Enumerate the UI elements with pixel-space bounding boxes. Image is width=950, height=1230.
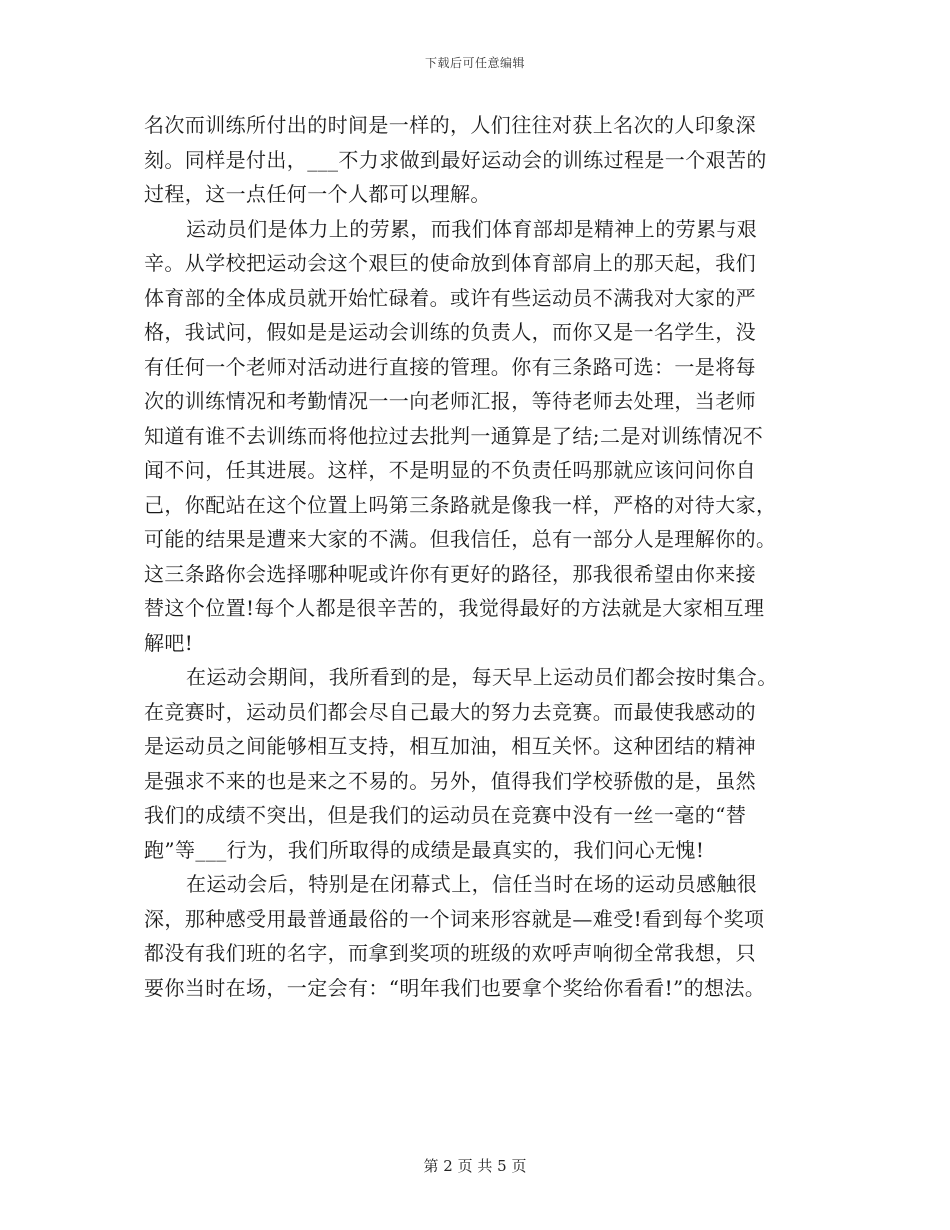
text-line: 在竞赛时，运动员们都会尽自己最大的努力去竞赛。而最使我感动的 xyxy=(144,699,756,724)
text-line: 体育部的全体成员就开始忙碌着。或许有些运动员不满我对大家的严 xyxy=(144,285,756,310)
text-line: 要你当时在场，一定会有：“明年我们也要拿个奖给你看看!”的想法。 xyxy=(144,975,766,1000)
paragraph-start-line: 运动员们是体力上的劳累，而我们体育部却是精神上的劳累与艰 xyxy=(186,216,758,241)
text-line: 辛。从学校把运动会这个艰巨的使命放到体育部肩上的那天起，我们 xyxy=(144,251,756,275)
body-text xyxy=(144,108,824,1005)
text-line: 己，你配站在这个位置上吗第三条路就是像我一样，严格的对待大家， xyxy=(144,492,777,517)
text-line: 我们的成绩不突出，但是我们的运动员在竞赛中没有一丝一毫的“替 xyxy=(144,803,747,827)
paragraph-start-line: 在运动会期间，我所看到的是，每天早上运动员们都会按时集合。 xyxy=(186,665,778,689)
paragraph-start-line: 在运动会后，特别是在闭幕式上，信任当时在场的运动员感触很 xyxy=(186,872,758,896)
text-line: 解吧! xyxy=(144,630,194,655)
text-line: 深，那种感受用最普通最俗的一个词来形容就是—难受!看到每个奖项 xyxy=(144,906,765,931)
text-line: 名次而训练所付出的时间是一样的，人们往往对获上名次的人印象深 xyxy=(144,113,756,137)
text-line: 可能的结果是遭来大家的不满。但我信任，总有一部分人是理解你的。 xyxy=(144,527,777,551)
text-line: 过程，这一点任何一个人都可以理解。 xyxy=(144,182,491,206)
text-line: 跑”等___行为，我们所取得的成绩是最真实的，我们问心无愧! xyxy=(144,837,705,862)
text-line: 格，我试问，假如是是运动会训练的负责人，而你又是一名学生，没 xyxy=(144,320,756,344)
text-line: 刻。同样是付出，___不力求做到最好运动会的训练过程是一个艰苦的 xyxy=(144,147,767,172)
text-line: 是运动员之间能够相互支持，相互加油，相互关怀。这种团结的精神 xyxy=(144,734,756,758)
page-number: 第 2 页 共 5 页 xyxy=(423,1157,527,1175)
text-line: 知道有谁不去训练而将他拉过去批判一通算是了结;二是对训练情况不 xyxy=(144,423,764,448)
text-line: 有任何一个老师对活动进行直接的管理。你有三条路可选：一是将每 xyxy=(144,354,756,379)
page-header-note: 下载后可任意编辑 xyxy=(424,56,525,70)
text-line: 是强求不来的也是来之不易的。另外，值得我们学校骄傲的是，虽然 xyxy=(144,768,756,793)
text-line: 次的训练情况和考勤情况一一向老师汇报，等待老师去处理，当老师 xyxy=(144,389,756,413)
text-line: 替这个位置!每个人都是很辛苦的，我觉得最好的方法就是大家相互理 xyxy=(144,596,765,620)
text-line: 都没有我们班的名字，而拿到奖项的班级的欢呼声响彻全常我想，只 xyxy=(144,941,756,965)
text-line: 这三条路你会选择哪种呢或许你有更好的路径，那我很希望由你来接 xyxy=(144,561,756,586)
text-line: 闻不问，任其进展。这样，不是明显的不负责任吗那就应该问问你自 xyxy=(144,458,756,482)
